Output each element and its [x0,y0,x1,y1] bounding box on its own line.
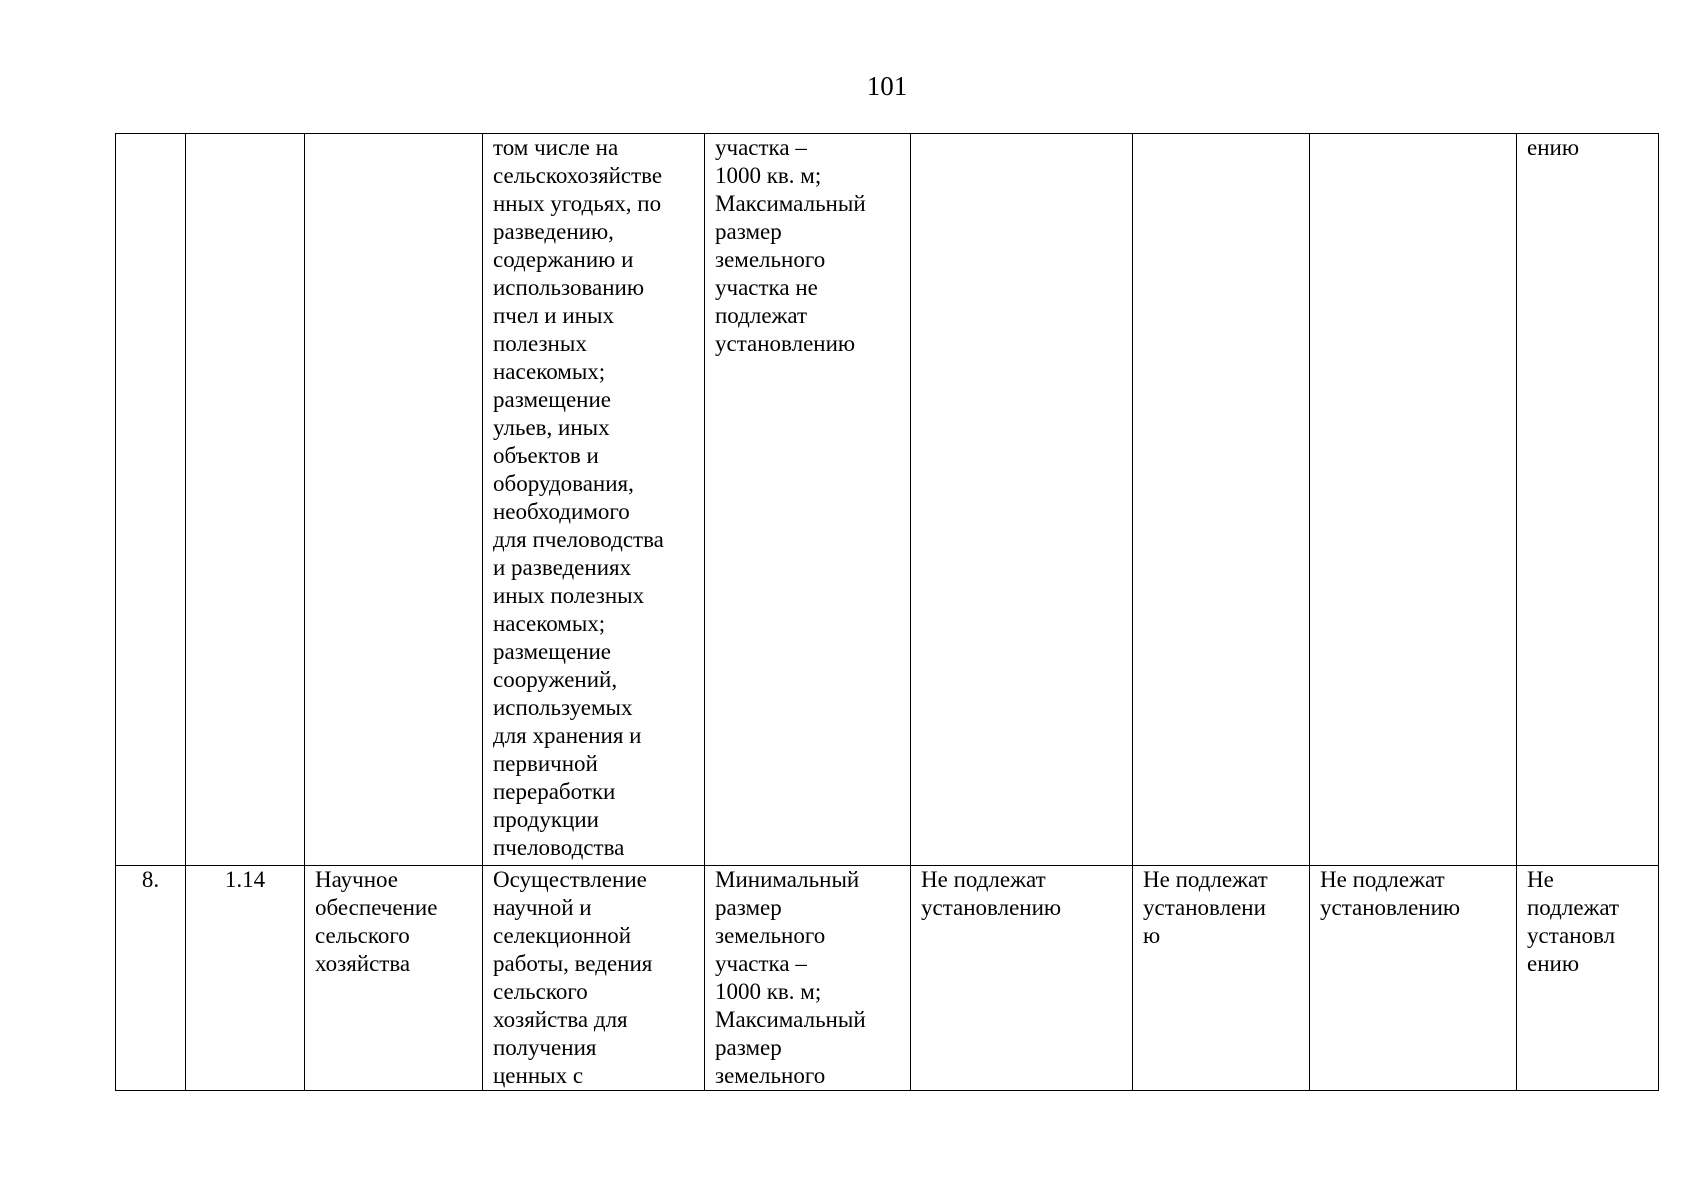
cell-line: земельного [715,923,826,948]
page-number: 101 [866,71,908,101]
cell-line: установлени [1143,895,1266,920]
cell-line: обеспечение [315,895,438,920]
cell-line: полезных [493,331,587,356]
cell-line: ценных с [493,1063,584,1088]
cell-num [116,134,186,866]
cell-line: и разведениях [493,555,632,580]
cell-line: 1000 кв. м; [715,979,822,1004]
cell-line: Максимальный [715,191,866,216]
cell-line: используемых [493,695,633,720]
cell-line: иных полезных [493,583,645,608]
cell-line: сельскохозяйстве [493,163,663,188]
table-row [116,866,1659,1091]
cell-line: насекомых; [493,611,606,636]
cell-line: содержанию и [493,247,634,272]
cell-line: Научное [315,867,399,892]
cell-line: участка – [715,951,807,976]
cell-line: сельского [493,979,588,1004]
cell-code [186,134,305,866]
cell-col9 [1517,134,1659,866]
cell-line: для пчеловодства [493,527,664,552]
cell-col7 [1133,134,1310,866]
cell-description [483,134,705,866]
cell-col6 [911,866,1133,1091]
cell-line: размер [715,1035,782,1060]
cell-line: научной и [493,895,592,920]
cell-plot-size [705,866,911,1091]
cell-col9 [1517,866,1659,1091]
cell-line: Максимальный [715,1007,866,1032]
cell-plot-size [705,134,911,866]
cell-col6 [911,134,1133,866]
cell-line: хозяйства для [493,1007,628,1032]
cell-line: размещение [493,639,611,664]
cell-line: насекомых; [493,359,606,384]
cell-line: оборудования, [493,471,634,496]
cell-line: установлению [921,895,1062,920]
cell-col8 [1310,866,1517,1091]
cell-line: ению [1527,135,1580,160]
cell-description [483,866,705,1091]
cell-name [305,866,483,1091]
cell-line: ению [1527,951,1580,976]
cell-line: участка не [715,275,818,300]
cell-line: участка – [715,135,807,160]
cell-line: пчел и иных [493,303,614,328]
zoning-table [115,133,1659,1091]
cell-line: продукции [493,807,599,832]
cell-line: переработки [493,779,616,804]
cell-line: Минимальный [715,867,860,892]
cell-line: подлежат [715,303,808,328]
cell-line: размер [715,219,782,244]
cell-line: установлению [715,331,856,356]
cell-line: пчеловодства [493,835,625,860]
cell-line: размер [715,895,782,920]
cell-line: сельского [315,923,410,948]
cell-line: ульев, иных [493,415,610,440]
cell-line: Не подлежат [1143,867,1268,892]
cell-col8 [1310,134,1517,866]
cell-line: хозяйства [315,951,411,976]
cell-line: нных угодьях, по [493,191,662,216]
cell-col7 [1133,866,1310,1091]
cell-line: использованию [493,275,645,300]
cell-line: работы, ведения [493,951,653,976]
cell-line: ю [1143,923,1161,948]
cell-line: разведению, [493,219,614,244]
cell-line: необходимого [493,499,630,524]
cell-line: установлению [1320,895,1461,920]
cell-line: Осуществление [493,867,647,892]
cell-line: для хранения и [493,723,642,748]
cell-line: земельного [715,1063,826,1088]
cell-line: получения [493,1035,597,1060]
cell-line: объектов и [493,443,599,468]
cell-num: 8. [116,866,186,1091]
cell-line: земельного [715,247,826,272]
cell-line: Не подлежат [1320,867,1445,892]
cell-line: Не подлежат [921,867,1046,892]
cell-line: том числе на [493,135,619,160]
cell-line: 1000 кв. м; [715,163,822,188]
cell-line: первичной [493,751,598,776]
cell-line: сооружений, [493,667,618,692]
cell-line: селекционной [493,923,632,948]
cell-line: подлежат [1527,895,1620,920]
cell-code: 1.14 [186,866,305,1091]
cell-line: установл [1527,923,1616,948]
cell-line: размещение [493,387,611,412]
cell-line: Не [1527,867,1554,892]
table-row [116,134,1659,866]
cell-name [305,134,483,866]
